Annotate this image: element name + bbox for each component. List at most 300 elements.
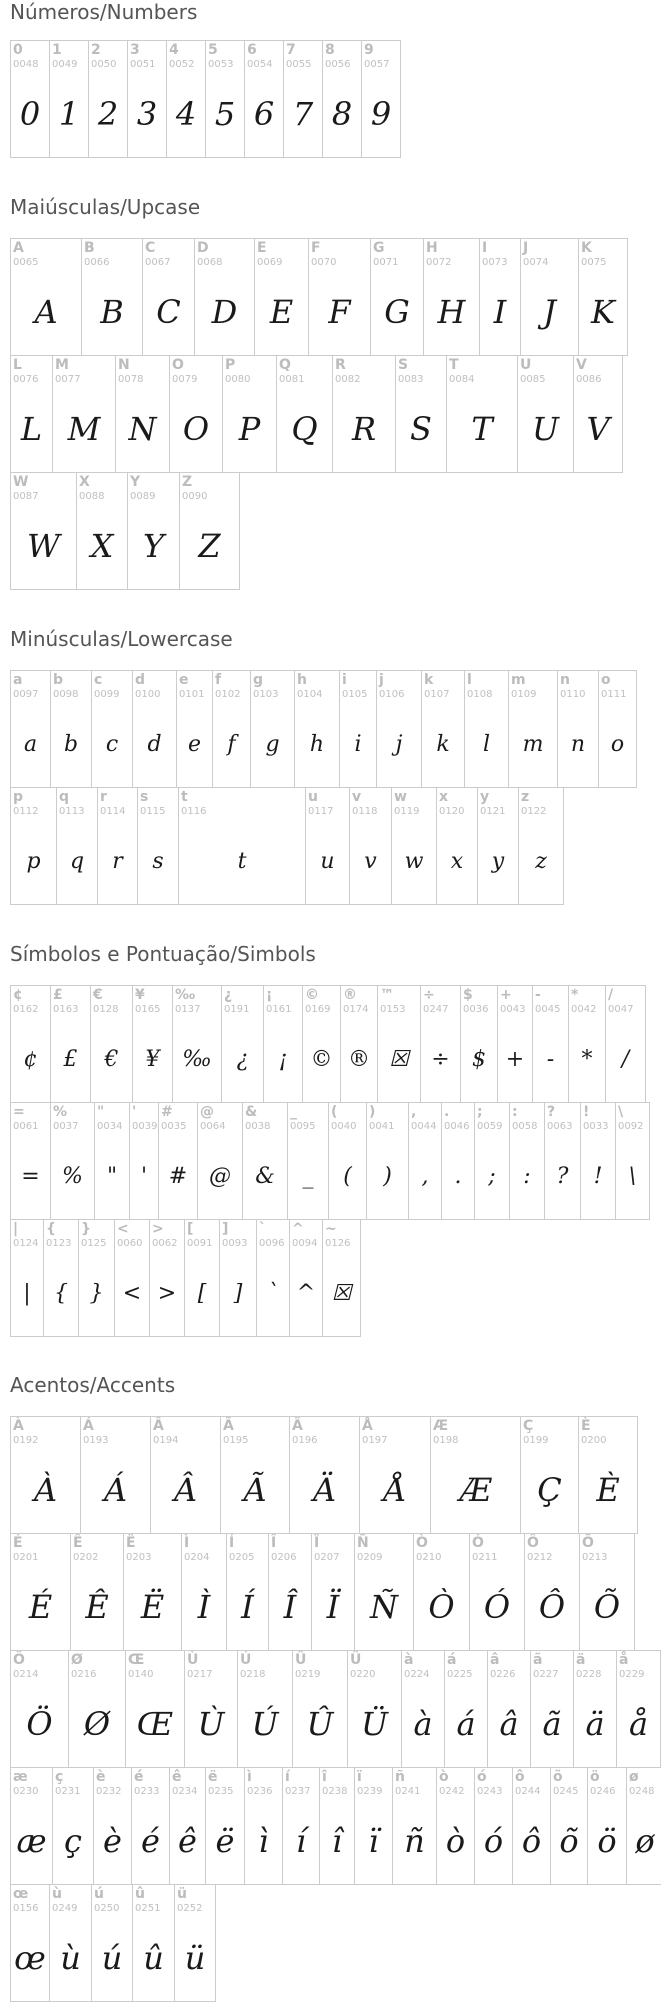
glyph-code: 0058 — [512, 1121, 538, 1132]
glyph-code: 0075 — [581, 257, 607, 268]
glyph-char-label: ` — [259, 1221, 266, 1237]
glyph-sample: ^ — [296, 1280, 316, 1306]
glyph-code: 0194 — [153, 1435, 179, 1446]
glyph-sample: c — [105, 731, 119, 757]
glyph-cell — [557, 670, 599, 788]
glyph-code: 0205 — [229, 1552, 255, 1563]
glyph-code: 0125 — [81, 1238, 107, 1249]
glyph-cell — [10, 1416, 81, 1534]
glyph-code: 0116 — [181, 806, 207, 817]
glyph-cell — [377, 985, 421, 1103]
glyph-char-label: + — [500, 987, 512, 1003]
glyph-cell — [311, 1533, 355, 1651]
glyph-code: 0068 — [197, 257, 223, 268]
glyph-sample: " — [106, 1163, 118, 1189]
glyph-sample: , — [421, 1163, 429, 1189]
glyph-cell — [10, 1767, 53, 1885]
glyph-char-label: | — [13, 1221, 19, 1237]
glyph-cell — [125, 1650, 185, 1768]
glyph-code: 0036 — [463, 1004, 489, 1015]
glyph-code: 0192 — [13, 1435, 39, 1446]
glyph-char-label: £ — [53, 987, 63, 1003]
glyph-char-label: Ù — [187, 1652, 199, 1668]
glyph-code: 0077 — [55, 374, 81, 385]
glyph-code: 0161 — [266, 1004, 292, 1015]
glyph-cell — [254, 238, 309, 356]
glyph-code: 0035 — [161, 1121, 187, 1132]
glyph-code: 0066 — [84, 257, 110, 268]
glyph-sample: l — [482, 731, 491, 757]
glyph-cell — [322, 40, 362, 158]
glyph-sample: H — [437, 293, 466, 331]
glyph-cell — [80, 1416, 151, 1534]
glyph-char-label: Y — [130, 474, 141, 490]
glyph-sample: î — [331, 1822, 343, 1860]
glyph-char-label: / — [608, 987, 614, 1003]
glyph-char-label: ‰ — [175, 987, 196, 1003]
glyph-code: 0034 — [97, 1121, 123, 1132]
glyph-code: 0128 — [93, 1004, 119, 1015]
glyph-sample: h — [309, 731, 325, 757]
glyph-sample: ! — [593, 1163, 603, 1189]
glyph-char-label: ö — [590, 1769, 600, 1785]
glyph-char-label: " — [97, 1104, 105, 1120]
glyph-sample: { — [54, 1280, 68, 1306]
glyph-cell — [50, 670, 92, 788]
glyph-char-label: ! — [583, 1104, 590, 1120]
glyph-cell — [49, 40, 89, 158]
glyph-char-label: Q — [279, 357, 291, 373]
glyph-cell — [282, 1767, 320, 1885]
glyph-sample: P — [238, 410, 261, 448]
glyph-sample: ä — [585, 1705, 605, 1743]
glyph-cell — [123, 1533, 182, 1651]
glyph-cell — [544, 1102, 581, 1220]
glyph-code: 0076 — [13, 374, 39, 385]
glyph-char-label: B — [84, 240, 95, 256]
section-title: Números/Numbers — [10, 0, 198, 24]
glyph-code: 0225 — [447, 1669, 473, 1680]
glyph-code: 0163 — [53, 1004, 79, 1015]
glyph-code: 0247 — [423, 1004, 449, 1015]
glyph-cell — [287, 1102, 329, 1220]
glyph-cell — [205, 40, 245, 158]
glyph-sample: ÷ — [431, 1046, 450, 1072]
glyph-char-label: m — [511, 672, 526, 688]
glyph-sample: Æ — [459, 1471, 492, 1509]
glyph-code: 0037 — [53, 1121, 79, 1132]
glyph-code: 0089 — [130, 491, 156, 502]
glyph-cell — [340, 985, 378, 1103]
glyph-code: 0241 — [395, 1786, 421, 1797]
glyph-code: 0074 — [523, 257, 549, 268]
glyph-char-label: 5 — [208, 42, 218, 58]
glyph-sample: a — [23, 731, 38, 757]
glyph-sample: Ö — [26, 1705, 53, 1743]
glyph-code: 0052 — [169, 59, 195, 70]
glyph-sample: í — [295, 1822, 307, 1860]
glyph-sample: Á — [103, 1471, 128, 1509]
glyph-sample: M — [67, 410, 101, 448]
glyph-char-label: Ê — [73, 1535, 83, 1551]
glyph-char-label: ó — [477, 1769, 487, 1785]
glyph-cell — [158, 1102, 198, 1220]
glyph-char-label: ñ — [395, 1769, 405, 1785]
glyph-sample: J — [543, 293, 556, 331]
glyph-code: 0235 — [208, 1786, 234, 1797]
glyph-cell — [205, 1767, 245, 1885]
glyph-code: 0224 — [404, 1669, 430, 1680]
glyph-cell — [91, 1884, 133, 2002]
glyph-cell — [474, 1767, 513, 1885]
glyph-cell — [578, 1416, 638, 1534]
glyph-char-label: F — [311, 240, 321, 256]
glyph-char-label: v — [352, 789, 362, 805]
glyph-code: 0085 — [520, 374, 546, 385]
glyph-sample: ç — [64, 1822, 82, 1860]
glyph-char-label: c — [94, 672, 103, 688]
glyph-char-label: j — [379, 672, 384, 688]
glyph-code: 0091 — [187, 1238, 213, 1249]
glyph-char-label: x — [439, 789, 449, 805]
glyph-code: 0220 — [350, 1669, 376, 1680]
glyph-cell — [430, 1416, 521, 1534]
glyph-char-label: Ì — [184, 1535, 190, 1551]
glyph-code: 0207 — [314, 1552, 340, 1563]
glyph-sample: Û — [306, 1705, 334, 1743]
glyph-code: 0226 — [490, 1669, 516, 1680]
glyph-char-label: h — [297, 672, 307, 688]
glyph-code: 0243 — [477, 1786, 503, 1797]
glyph-cell — [395, 355, 447, 473]
glyph-cell — [517, 355, 574, 473]
glyph-char-label: ø — [629, 1769, 639, 1785]
glyph-sample: ã — [542, 1705, 562, 1743]
glyph-cell — [226, 1533, 269, 1651]
glyph-char-label: U — [520, 357, 532, 373]
glyph-sample: y — [491, 848, 505, 874]
glyph-sample: v — [364, 848, 377, 874]
glyph-sample: ® — [348, 1046, 370, 1072]
glyph-sample: w — [404, 848, 424, 874]
glyph-cell — [50, 1102, 95, 1220]
glyph-char-label: ® — [343, 987, 357, 1003]
glyph-sample: ? — [556, 1163, 569, 1189]
glyph-sample: Ì — [197, 1588, 211, 1626]
glyph-sample: ' — [140, 1163, 148, 1189]
glyph-sample: # — [168, 1163, 188, 1189]
glyph-char-label: [ — [187, 1221, 194, 1237]
glyph-cell — [292, 1650, 348, 1768]
glyph-char-label: M — [55, 357, 69, 373]
glyph-code: 0193 — [83, 1435, 109, 1446]
glyph-sample: á — [456, 1705, 476, 1743]
glyph-code: 0231 — [55, 1786, 81, 1797]
glyph-code: 0153 — [380, 1004, 406, 1015]
glyph-code: 0105 — [342, 689, 368, 700]
glyph-char-label: À — [13, 1418, 24, 1434]
glyph-cell — [244, 40, 284, 158]
glyph-sample: ) — [383, 1163, 392, 1189]
glyph-cell — [487, 1650, 531, 1768]
glyph-code: 0095 — [290, 1121, 316, 1132]
glyph-sample: ¡ — [278, 1046, 288, 1072]
glyph-sample: Ô — [538, 1588, 566, 1626]
glyph-code: 0097 — [13, 689, 39, 700]
glyph-char-label: ü — [177, 1886, 187, 1902]
glyph-sample: û — [143, 1939, 164, 1977]
glyph-sample: Ò — [428, 1588, 455, 1626]
glyph-sample: 2 — [97, 95, 119, 133]
glyph-code: 0070 — [311, 257, 337, 268]
glyph-char-label: ú — [94, 1886, 104, 1902]
glyph-sample: e — [187, 731, 202, 757]
glyph-char-label: A — [13, 240, 24, 256]
glyph-char-label: R — [335, 357, 346, 373]
glyph-cell — [474, 1102, 510, 1220]
glyph-code: 0201 — [13, 1552, 39, 1563]
glyph-sample: Ù — [197, 1705, 225, 1743]
glyph-sample: Ñ — [370, 1588, 398, 1626]
glyph-char-label: X — [79, 474, 90, 490]
glyph-cell — [221, 985, 264, 1103]
glyph-sample: Í — [241, 1588, 254, 1626]
glyph-cell — [169, 355, 223, 473]
glyph-cell — [93, 1767, 132, 1885]
glyph-char-label: € — [93, 987, 103, 1003]
glyph-code: 0227 — [533, 1669, 559, 1680]
section-title: Maiúsculas/Upcase — [10, 195, 201, 219]
glyph-sample: K — [591, 293, 615, 331]
glyph-sample: % — [62, 1163, 83, 1189]
glyph-code: 0209 — [357, 1552, 383, 1563]
glyph-cell — [446, 355, 518, 473]
glyph-code: 0250 — [94, 1903, 120, 1914]
glyph-sample: [ — [197, 1280, 207, 1306]
glyph-char-label: S — [398, 357, 409, 373]
glyph-sample: q — [69, 848, 85, 874]
glyph-cell — [132, 670, 177, 788]
glyph-sample: / — [621, 1046, 630, 1072]
glyph-code: 0195 — [223, 1435, 249, 1446]
glyph-char-label: ' — [132, 1104, 137, 1120]
glyph-char-label: o — [601, 672, 611, 688]
glyph-sample: æ — [16, 1822, 47, 1860]
glyph-sample: - — [546, 1046, 555, 1072]
glyph-cell — [421, 670, 465, 788]
glyph-code: 0061 — [13, 1121, 39, 1132]
glyph-cell — [137, 787, 179, 905]
glyph-sample: ö — [597, 1822, 617, 1860]
glyph-code: 0078 — [118, 374, 144, 385]
glyph-cell — [256, 1219, 290, 1337]
glyph-code: 0191 — [224, 1004, 250, 1015]
glyph-code: 0080 — [225, 374, 251, 385]
glyph-cell — [10, 472, 77, 590]
glyph-code: 0065 — [13, 257, 39, 268]
glyph-cell — [56, 787, 98, 905]
glyph-cell — [512, 1767, 551, 1885]
glyph-sample: € — [104, 1046, 119, 1072]
glyph-sample: Ø — [83, 1705, 111, 1743]
glyph-char-label: s — [140, 789, 149, 805]
glyph-cell — [477, 787, 519, 905]
glyph-code: 0064 — [200, 1121, 226, 1132]
glyph-sample: D — [211, 293, 238, 331]
glyph-sample: p — [26, 848, 41, 874]
glyph-char-label: â — [490, 1652, 500, 1668]
glyph-code: 0211 — [472, 1552, 498, 1563]
glyph-code: 0093 — [222, 1238, 248, 1249]
glyph-char-label: ô — [515, 1769, 525, 1785]
glyph-sample: T — [471, 410, 493, 448]
glyph-code: 0092 — [618, 1121, 644, 1132]
glyph-code: 0198 — [433, 1435, 459, 1446]
glyph-cell — [132, 1884, 175, 2002]
glyph-cell — [43, 1219, 79, 1337]
glyph-code: 0140 — [128, 1669, 154, 1680]
glyph-char-label: ^ — [292, 1221, 304, 1237]
glyph-cell — [568, 985, 606, 1103]
glyph-code: 0103 — [253, 689, 279, 700]
glyph-code: 0045 — [535, 1004, 561, 1015]
glyph-code: 0214 — [13, 1669, 39, 1680]
glyph-sample: C — [156, 293, 181, 331]
glyph-code: 0048 — [13, 59, 39, 70]
glyph-sample: W — [27, 527, 60, 565]
glyph-sample: V — [586, 410, 610, 448]
glyph-cell — [423, 238, 480, 356]
glyph-sample: U — [532, 410, 559, 448]
glyph-cell — [237, 1650, 293, 1768]
glyph-char-label: k — [424, 672, 434, 688]
glyph-char-label: a — [13, 672, 23, 688]
glyph-sample: © — [310, 1046, 333, 1072]
glyph-cell — [10, 355, 53, 473]
glyph-cell — [319, 1767, 355, 1885]
glyph-char-label: l — [467, 672, 472, 688]
glyph-code: 0236 — [247, 1786, 273, 1797]
glyph-sample: ú — [101, 1939, 123, 1977]
glyph-sample: r — [112, 848, 123, 874]
glyph-char-label: D — [197, 240, 209, 256]
glyph-sample: n — [570, 731, 586, 757]
glyph-sample: Ó — [483, 1588, 511, 1626]
glyph-cell — [91, 670, 133, 788]
glyph-sample: ¢ — [23, 1046, 38, 1072]
glyph-cell — [408, 1102, 442, 1220]
glyph-code: 0121 — [480, 806, 506, 817]
glyph-cell — [332, 355, 396, 473]
glyph-char-label: { — [46, 1221, 56, 1237]
glyph-code: 0233 — [134, 1786, 160, 1797]
glyph-char-label: G — [373, 240, 385, 256]
glyph-cell — [220, 1416, 290, 1534]
glyph-cell — [178, 787, 306, 905]
glyph-cell — [615, 1102, 650, 1220]
glyph-char-label: I — [482, 240, 488, 256]
glyph-char-label: ë — [208, 1769, 218, 1785]
glyph-char-label: n — [560, 672, 570, 688]
glyph-code: 0107 — [424, 689, 450, 700]
glyph-cell — [10, 1219, 44, 1337]
glyph-char-label: & — [245, 1104, 258, 1120]
glyph-code: 0248 — [629, 1786, 655, 1797]
glyph-char-label: Á — [83, 1418, 94, 1434]
glyph-sample: 0 — [19, 95, 41, 133]
glyph-sample: | — [23, 1280, 31, 1306]
glyph-code: 0114 — [100, 806, 126, 817]
glyph-cell — [436, 787, 478, 905]
glyph-cell — [52, 355, 116, 473]
glyph-cell — [530, 1650, 574, 1768]
glyph-char-label: @ — [200, 1104, 214, 1120]
glyph-char-label: ¡ — [266, 987, 273, 1003]
glyph-sample: Ï — [326, 1588, 340, 1626]
glyph-cell — [524, 1533, 580, 1651]
glyph-sample: Ä — [312, 1471, 337, 1509]
glyph-code: 0106 — [379, 689, 405, 700]
glyph-char-label: ( — [331, 1104, 338, 1120]
glyph-cell — [401, 1650, 445, 1768]
glyph-cell — [469, 1533, 525, 1651]
glyph-cell — [289, 1416, 360, 1534]
glyph-cell — [339, 670, 377, 788]
glyph-sample: ó — [483, 1822, 504, 1860]
glyph-char-label: q — [59, 789, 70, 805]
glyph-char-label: û — [135, 1886, 145, 1902]
glyph-sample: È — [596, 1471, 620, 1509]
glyph-char-label: ¢ — [13, 987, 23, 1003]
glyph-code: 0042 — [571, 1004, 597, 1015]
glyph-char-label: 3 — [130, 42, 140, 58]
glyph-sample: Z — [198, 527, 221, 565]
glyph-code: 0084 — [449, 374, 475, 385]
glyph-code: 0124 — [13, 1238, 39, 1249]
glyph-sample: x — [450, 848, 464, 874]
glyph-cell — [127, 472, 180, 590]
glyph-sample: j — [395, 731, 403, 757]
glyph-char-label: Å — [362, 1418, 373, 1434]
glyph-cell — [222, 355, 277, 473]
glyph-sample: é — [141, 1822, 160, 1860]
glyph-char-label: Î — [271, 1535, 277, 1551]
glyph-code: 0053 — [208, 59, 234, 70]
glyph-sample: $ — [472, 1046, 486, 1072]
glyph-sample: ë — [215, 1822, 235, 1860]
glyph-cell — [268, 1533, 312, 1651]
glyph-code: 0206 — [271, 1552, 297, 1563]
glyph-cell — [587, 1767, 627, 1885]
glyph-cell — [305, 787, 350, 905]
glyph-code: 0033 — [583, 1121, 609, 1132]
glyph-code: 0072 — [426, 257, 452, 268]
glyph-sample: f — [227, 731, 236, 757]
glyph-char-label: T — [449, 357, 459, 373]
glyph-sample: ù — [60, 1939, 81, 1977]
glyph-code: 0126 — [325, 1238, 351, 1249]
glyph-char-label: ¥ — [135, 987, 145, 1003]
glyph-sample: ø — [635, 1822, 655, 1860]
glyph-cell — [150, 1416, 221, 1534]
glyph-char-label: : — [512, 1104, 518, 1120]
glyph-char-label: Ò — [416, 1535, 428, 1551]
glyph-code: 0041 — [369, 1121, 395, 1132]
glyph-code: 0090 — [182, 491, 208, 502]
glyph-char-label: Ë — [126, 1535, 136, 1551]
glyph-code: 0212 — [527, 1552, 553, 1563]
glyph-char-label: Û — [295, 1652, 307, 1668]
